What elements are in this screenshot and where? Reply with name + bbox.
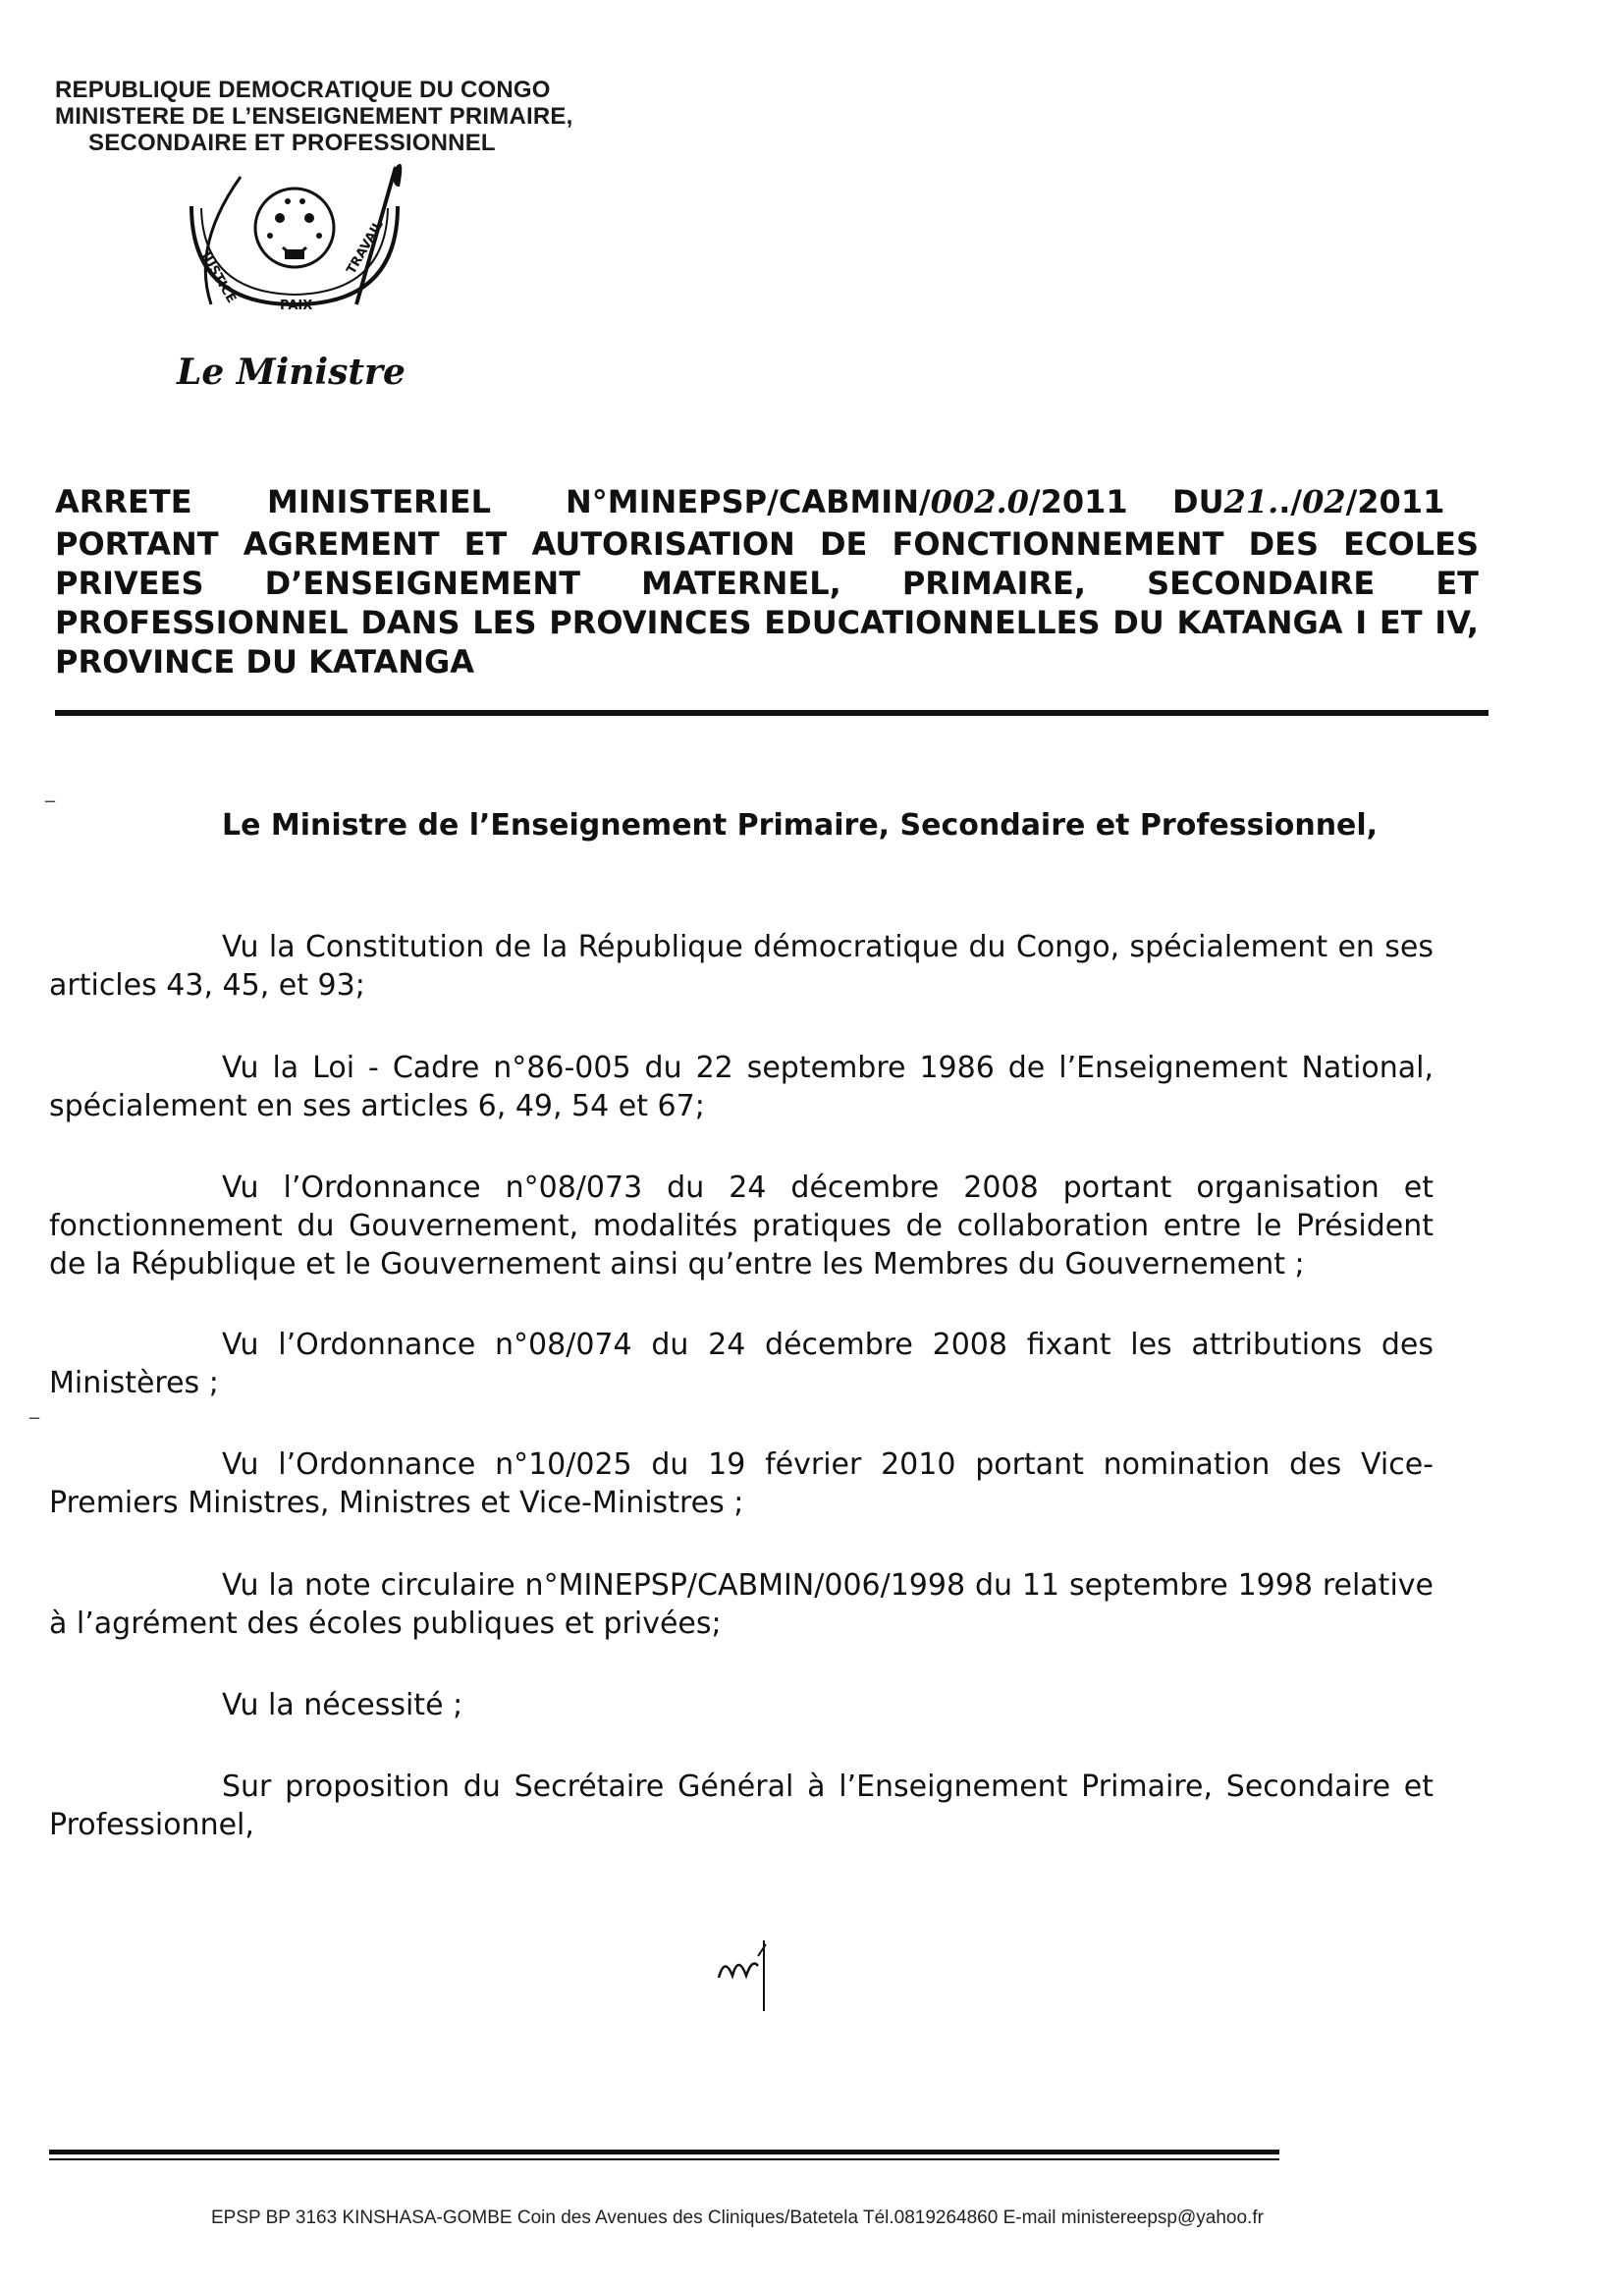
paragraph-ordonnance-08-074 bbox=[49, 1326, 1434, 1402]
paragraph-text: Vu l’Ordonnance n°08/073 du 24 décembre 2008 portant organisation et fonctionnement du Gouvernement, modalités pratiques de collaboration entre le Président de la République et le Gouvernement ainsi qu’entre les Membres du Gouvernement ; bbox=[49, 1171, 1434, 1281]
paragraph-proposition bbox=[49, 1768, 1434, 1844]
title-word-ministeriel: MINISTERIEL bbox=[267, 483, 491, 520]
paragraph-text: Vu l’Ordonnance n°10/025 du 19 février 2010 portant nomination des Vice-Premiers Ministres, Ministres et Vice-Ministres ; bbox=[49, 1447, 1434, 1520]
footer-divider-thin bbox=[49, 2158, 1279, 2160]
scan-mark: ‾ bbox=[45, 797, 55, 821]
decree-number-handwritten: 002.0 bbox=[930, 483, 1029, 520]
decree-date-day: 21. bbox=[1223, 483, 1279, 520]
paragraph-necessite bbox=[49, 1686, 1434, 1724]
decree-subject-last: PROVINCE DU KATANGA bbox=[55, 643, 475, 681]
minister-heading: Le Ministre de l’Enseignement Primaire, Secondaire et Professionnel, bbox=[222, 808, 1379, 843]
paragraph-constitution bbox=[49, 928, 1434, 1005]
scan-mark: ‾ bbox=[29, 1414, 39, 1438]
paragraph-note-circulaire bbox=[49, 1566, 1434, 1643]
decree-title bbox=[55, 483, 1479, 681]
decree-subject: PORTANT AGREMENT ET AUTORISATION DE FONCTIONNEMENT DES ECOLES PRIVEES D’ENSEIGNEMENT MATERNEL, PRIMAIRE, SECONDAIRE ET PROFESSIONNEL DANS LES PROVINCES EDUCATIONNELLES DU KATANGA I ET IV, bbox=[55, 525, 1479, 641]
paragraph-text: Vu la nécessité ; bbox=[222, 1688, 463, 1722]
paragraph-text: Vu la Loi - Cadre n°86-005 du 22 septembre 1986 de l’Enseignement National, spécialement en ses articles 6, 49, 54 et 67; bbox=[49, 1051, 1434, 1123]
minister-signature-title: Le Ministre bbox=[177, 352, 406, 393]
paragraph-loi-cadre bbox=[49, 1049, 1434, 1125]
paragraph-text: Sur proposition du Secrétaire Général à l’Enseignement Primaire, Secondaire et Professionnel, bbox=[49, 1770, 1434, 1842]
decree-number-suffix: /2011 bbox=[1028, 483, 1128, 520]
motto-right: TRAVAIL bbox=[344, 218, 387, 277]
paragraph-text: Vu la note circulaire n°MINEPSP/CABMIN/006/1998 du 11 septembre 1998 relative à l’agrément des écoles publiques et privées; bbox=[49, 1568, 1434, 1641]
decree-date-sep: ./ bbox=[1278, 483, 1303, 520]
paragraph-text: Vu la Constitution de la République démocratique du Congo, spécialement en ses articles 43, 45, et 93; bbox=[49, 930, 1434, 1003]
decree-reference-line bbox=[55, 483, 1479, 524]
paragraph-text: Vu l’Ordonnance n°08/074 du 24 décembre 2008 fixant les attributions des Ministères ; bbox=[49, 1328, 1434, 1400]
paragraph-ordonnance-10-025 bbox=[49, 1445, 1434, 1522]
handwritten-initials bbox=[715, 1936, 784, 2015]
decree-date-suffix: /2011 bbox=[1345, 483, 1445, 520]
paragraph-ordonnance-08-073 bbox=[49, 1169, 1434, 1283]
coat-of-arms-emblem bbox=[172, 157, 417, 334]
letterhead-ministry-cont: SECONDAIRE ET PROFESSIONNEL bbox=[88, 130, 496, 156]
decree-date-month: 02 bbox=[1302, 483, 1346, 520]
title-divider bbox=[55, 710, 1489, 716]
letterhead-republic: REPUBLIQUE DEMOCRATIQUE DU CONGO bbox=[55, 77, 551, 103]
decree-date-prefix: DU bbox=[1172, 483, 1224, 520]
decree-date bbox=[1172, 483, 1444, 520]
footer-contact: EPSP BP 3163 KINSHASA-GOMBE Coin des Avenues des Cliniques/Batetela Tél.0819264860 E-mail ministereepsp@yahoo.fr bbox=[211, 2207, 1264, 2228]
title-word-arrete: ARRETE bbox=[55, 483, 192, 520]
letterhead bbox=[55, 77, 664, 156]
decree-number-prefix: N°MINEPSP/CABMIN/ bbox=[566, 483, 931, 520]
decree-number bbox=[566, 483, 1128, 520]
decree-subject-last-wrap bbox=[55, 642, 1479, 681]
motto-bottom: PAIX bbox=[280, 299, 313, 313]
letterhead-ministry: MINISTERE DE L’ENSEIGNEMENT PRIMAIRE, bbox=[55, 103, 573, 130]
motto-left: JUSTICE bbox=[197, 249, 239, 306]
footer-divider-thick bbox=[49, 2150, 1279, 2154]
